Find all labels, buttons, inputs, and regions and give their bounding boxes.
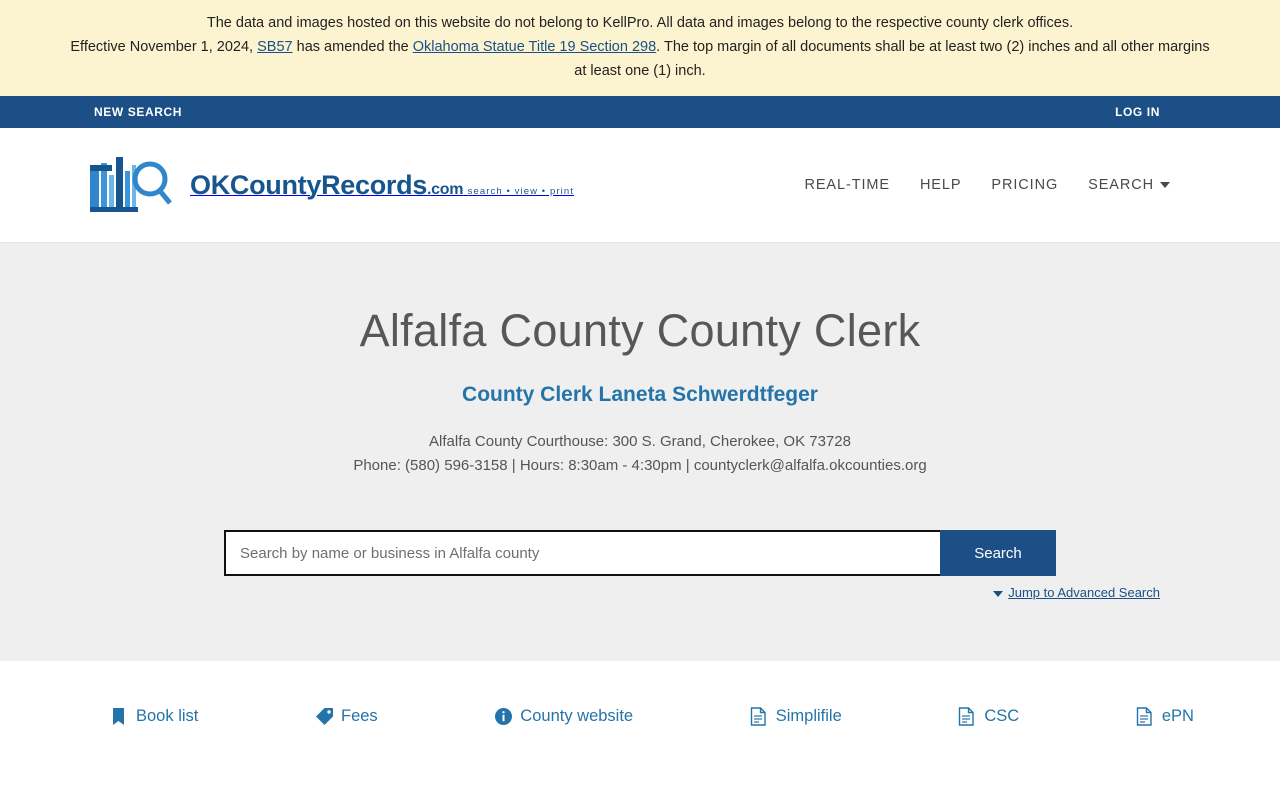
notice-line-2: [10, 35, 1270, 59]
notice-line-2-post: . The top margin of all documents shall be at least two (2) inches and all other margins: [656, 39, 1210, 55]
document-icon: [958, 707, 975, 726]
nav-pricing[interactable]: PRICING: [991, 177, 1059, 193]
jump-to-advanced-search-link[interactable]: Jump to Advanced Search: [1008, 585, 1160, 600]
hero-section: [0, 243, 1280, 661]
site-notice-banner: [0, 0, 1280, 96]
page-title: Alfalfa County County Clerk: [359, 305, 921, 356]
link-fees[interactable]: [315, 707, 378, 726]
notice-line-2-pre: Effective November 1, 2024,: [70, 39, 258, 55]
bookmark-icon: [110, 707, 127, 726]
tag-icon: [315, 707, 332, 726]
search-input[interactable]: [224, 530, 940, 576]
link-csc-label: CSC: [984, 707, 1020, 725]
utility-bar: [0, 96, 1280, 128]
nav-search-dropdown[interactable]: [1088, 177, 1170, 193]
notice-line-3: at least one (1) inch.: [574, 63, 706, 79]
site-logo[interactable]: [88, 153, 574, 217]
logo-dotcom: .com: [427, 180, 464, 198]
courthouse-address: Alfalfa County Courthouse: 300 S. Grand, Cherokee, OK 73728: [429, 433, 851, 450]
county-clerk-name: County Clerk Laneta Schwerdtfeger: [462, 383, 818, 406]
contact-info: Phone: (580) 596-3158 | Hours: 8:30am - 4:30pm | countyclerk@alfalfa.okcounties.org: [353, 457, 927, 474]
triangle-down-icon: [993, 591, 1003, 597]
link-csc[interactable]: [958, 707, 1019, 726]
quick-links-row: [0, 661, 1280, 726]
nav-help[interactable]: HELP: [919, 177, 962, 193]
advanced-search-row: [120, 585, 1160, 600]
link-county-website[interactable]: [494, 707, 633, 726]
link-county-website-label: County website: [520, 707, 634, 725]
logo-countyrecords: CountyRecords: [229, 169, 428, 200]
link-epn-label: ePN: [1161, 707, 1194, 725]
nav-real-time[interactable]: REAL-TIME: [804, 177, 890, 193]
link-simplifile[interactable]: [750, 707, 842, 726]
oklahoma-statute-link[interactable]: Oklahoma Statue Title 19 Section 298: [412, 39, 657, 55]
info-icon: [494, 707, 511, 726]
document-icon: [1136, 707, 1153, 726]
nav-search-label: SEARCH: [1088, 177, 1154, 193]
link-epn[interactable]: [1136, 707, 1194, 726]
sb57-link[interactable]: SB57: [257, 39, 293, 55]
log-in-link[interactable]: LOG IN: [1115, 105, 1160, 119]
link-book-list-label: Book list: [136, 707, 199, 725]
link-simplifile-label: Simplifile: [775, 707, 842, 725]
logo-tagline: search • view • print: [467, 185, 574, 197]
chevron-down-icon: [1160, 182, 1170, 188]
link-fees-label: Fees: [340, 707, 378, 725]
logo-wordmark: [190, 170, 463, 200]
notice-line-1: The data and images hosted on this website do not belong to KellPro. All data and images belong to the respective county clerk offices.: [206, 15, 1074, 31]
logo-ok: OK: [190, 169, 230, 200]
search-button[interactable]: Search: [940, 530, 1056, 576]
document-icon: [750, 707, 767, 726]
notice-line-2-mid: has amended the: [292, 39, 413, 55]
logo-bars-icon: [88, 153, 188, 217]
main-nav: [804, 177, 1170, 193]
new-search-link[interactable]: NEW SEARCH: [94, 105, 183, 119]
search-bar: [0, 530, 1280, 576]
site-header: [0, 128, 1280, 243]
link-book-list[interactable]: [110, 707, 198, 726]
